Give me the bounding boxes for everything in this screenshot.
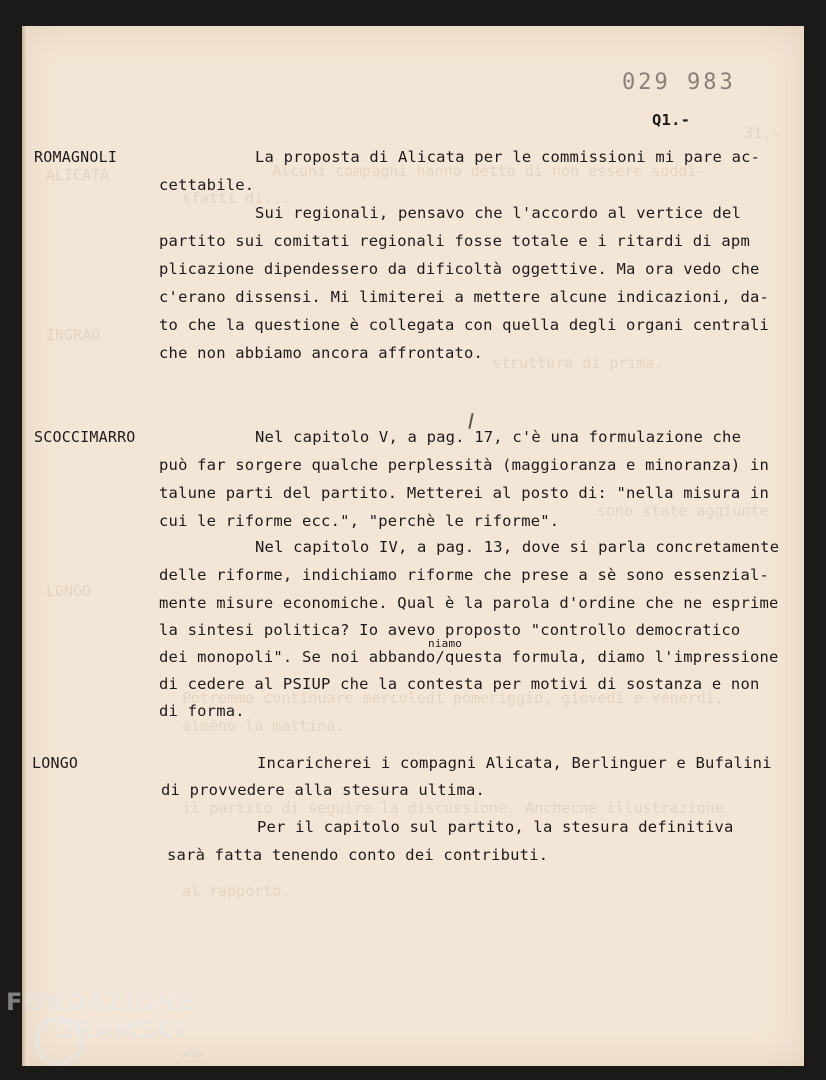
- text-line: Nel capitolo IV, a pag. 13, dove si parla concretamente: [255, 538, 780, 556]
- text-line: di provvedere alla stesura ultima.: [161, 781, 486, 799]
- text-line: Incaricherei i compagni Alicata, Berlinguer e Bufalini: [257, 754, 772, 772]
- ghost-name-ingrao: INGRAO: [46, 326, 101, 344]
- text-line: plicazione dipendessero da dificoltà oggettive. Ma ora vedo che: [159, 260, 760, 278]
- ghost-line: sfatti di...: [182, 189, 291, 207]
- ghost-line: Alcuni compagni hanno detto di non essere soddi-: [272, 162, 706, 180]
- text-line: La proposta di Alicata per le commissioni mi pare ac-: [255, 148, 761, 166]
- archive-number-stamp: 029 983: [622, 70, 736, 95]
- speaker-longo: LONGO: [32, 754, 79, 772]
- text-line: cettabile.: [159, 176, 255, 194]
- document-page: [22, 26, 804, 1066]
- speaker-romagnoli: ROMAGNOLI: [34, 148, 118, 166]
- watermark-line-2: GRAMSCI: [54, 1016, 186, 1044]
- text-line: c'erano dissensi. Mi limiterei a mettere alcune indicazioni, da-: [159, 288, 770, 306]
- ghost-name-longo: LONGO: [46, 582, 92, 600]
- ghost-line: al rapporto.: [182, 882, 291, 900]
- pen-mark: [468, 413, 473, 429]
- text-line: Sui regionali, pensavo che l'accordo al vertice del: [255, 204, 742, 222]
- text-line: dei monopoli". Se noi abbando/questa formula, diamo l'impressione: [159, 648, 779, 666]
- text-line: Nel capitolo V, a pag. 17, c'è una formulazione che: [255, 428, 742, 446]
- ghost-page-number: 31.-: [744, 124, 781, 142]
- text-line: talune parti del partito. Metterei al posto di: "nella misura in: [159, 484, 770, 502]
- text-line: to che la questione è collegata con quella degli organi centrali: [159, 316, 770, 334]
- ghost-line: sono state aggiunte: [597, 502, 769, 520]
- page-edge: [22, 26, 28, 1066]
- text-line: la sintesi politica? Io avevo proposto "controllo democratico: [159, 621, 741, 639]
- ghost-line: il partito di seguire la discussione. Anchecne illustrazione: [182, 799, 724, 817]
- watermark-logo-ring: [34, 1016, 84, 1066]
- page-number: Q1.-: [652, 111, 691, 129]
- ghost-line: Potremmo continuare mercoledì pomeriggio, giovedì e venerdì,: [182, 689, 724, 707]
- text-line: di cedere al PSIUP che la contesta per motivi di sostanza e non: [159, 675, 760, 693]
- watermark-line-1: FONDAZIONE: [6, 988, 195, 1016]
- text-line: delle riforme, indichiamo riforme che prese a sè sono essenzial-: [159, 566, 770, 584]
- text-line: Per il capitolo sul partito, la stesura definitiva: [257, 818, 734, 836]
- text-line: che non abbiamo ancora affrontato.: [159, 344, 484, 362]
- interlinear-insert: niamo: [428, 637, 463, 650]
- text-line: cui le riforme ecc.", "perchè le riforme".: [159, 512, 560, 530]
- text-line: mente misure economiche. Qual è la parola d'ordine che ne esprime: [159, 594, 779, 612]
- watermark-line-3: onlus: [180, 1050, 205, 1060]
- text-line: può far sorgere qualche perplessità (maggioranza e minoranza) in: [159, 456, 770, 474]
- text-line: di forma.: [159, 702, 245, 720]
- ghost-name-alicata: ALICATA: [46, 166, 110, 184]
- text-line: partito sui comitati regionali fosse totale e i ritardi di apm: [159, 232, 750, 250]
- ghost-line: almeno la mattina.: [182, 717, 345, 735]
- ghost-line: struttura di prima.: [492, 354, 664, 372]
- text-line: sarà fatta tenendo conto dei contributi.: [167, 846, 549, 864]
- speaker-scoccimarro: SCOCCIMARRO: [34, 428, 136, 446]
